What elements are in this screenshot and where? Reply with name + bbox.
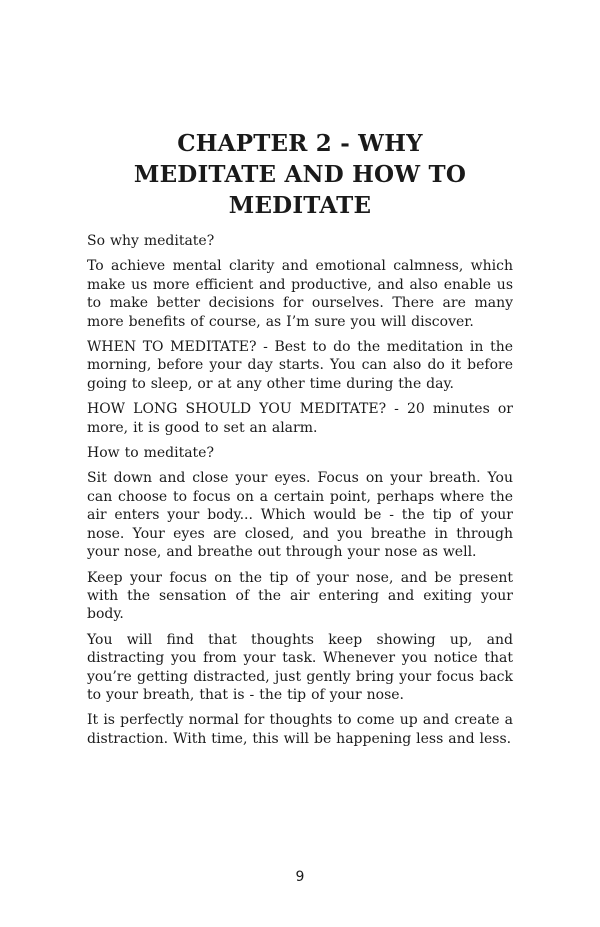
body-paragraph: Sit down and close your eyes. Focus on your breath. You can choose to focus on a certain point, perhaps where the air enters your body... Which would be - the tip of your nose. Your eyes are closed, and you breathe in through your nose, and breathe out through your nose as well. xyxy=(87,470,513,561)
page-number: 9 xyxy=(295,869,305,885)
body-paragraph: So why meditate? xyxy=(87,233,215,249)
body-paragraph: HOW LONG SHOULD YOU MEDITATE? - 20 minutes or more, it is good to set an alarm. xyxy=(87,401,513,436)
chapter-title-line-2: MEDITATE AND HOW TO xyxy=(133,161,467,188)
body-paragraph: It is perfectly normal for thoughts to come up and create a distraction. With time, this will be happening less and less. xyxy=(87,712,513,747)
chapter-title xyxy=(87,128,513,221)
body-paragraph: You will find that thoughts keep showing up, and distracting you from your task. Whenever you notice that you’re getting distracted, just gently bring your focus back to your breath, that is - the tip of your nose. xyxy=(87,631,513,703)
body-paragraph: Keep your focus on the tip of your nose, and be present with the sensation of the air entering and exiting your body. xyxy=(87,569,513,623)
body-paragraph: To achieve mental clarity and emotional calmness, which make us more efficient and productive, and also enable us to make better decisions for ourselves. There are many more benefits of course, as I’m sure you will discover. xyxy=(87,258,513,330)
chapter-title-line-1: CHAPTER 2 - WHY xyxy=(177,130,423,157)
chapter-title-line-3: MEDITATE xyxy=(228,192,372,219)
body-paragraph: How to meditate? xyxy=(87,445,214,462)
body-paragraph: WHEN TO MEDITATE? - Best to do the meditation in the morning, before your day starts. You can also do it before going to sleep, or at any other time during the day. xyxy=(87,339,513,392)
